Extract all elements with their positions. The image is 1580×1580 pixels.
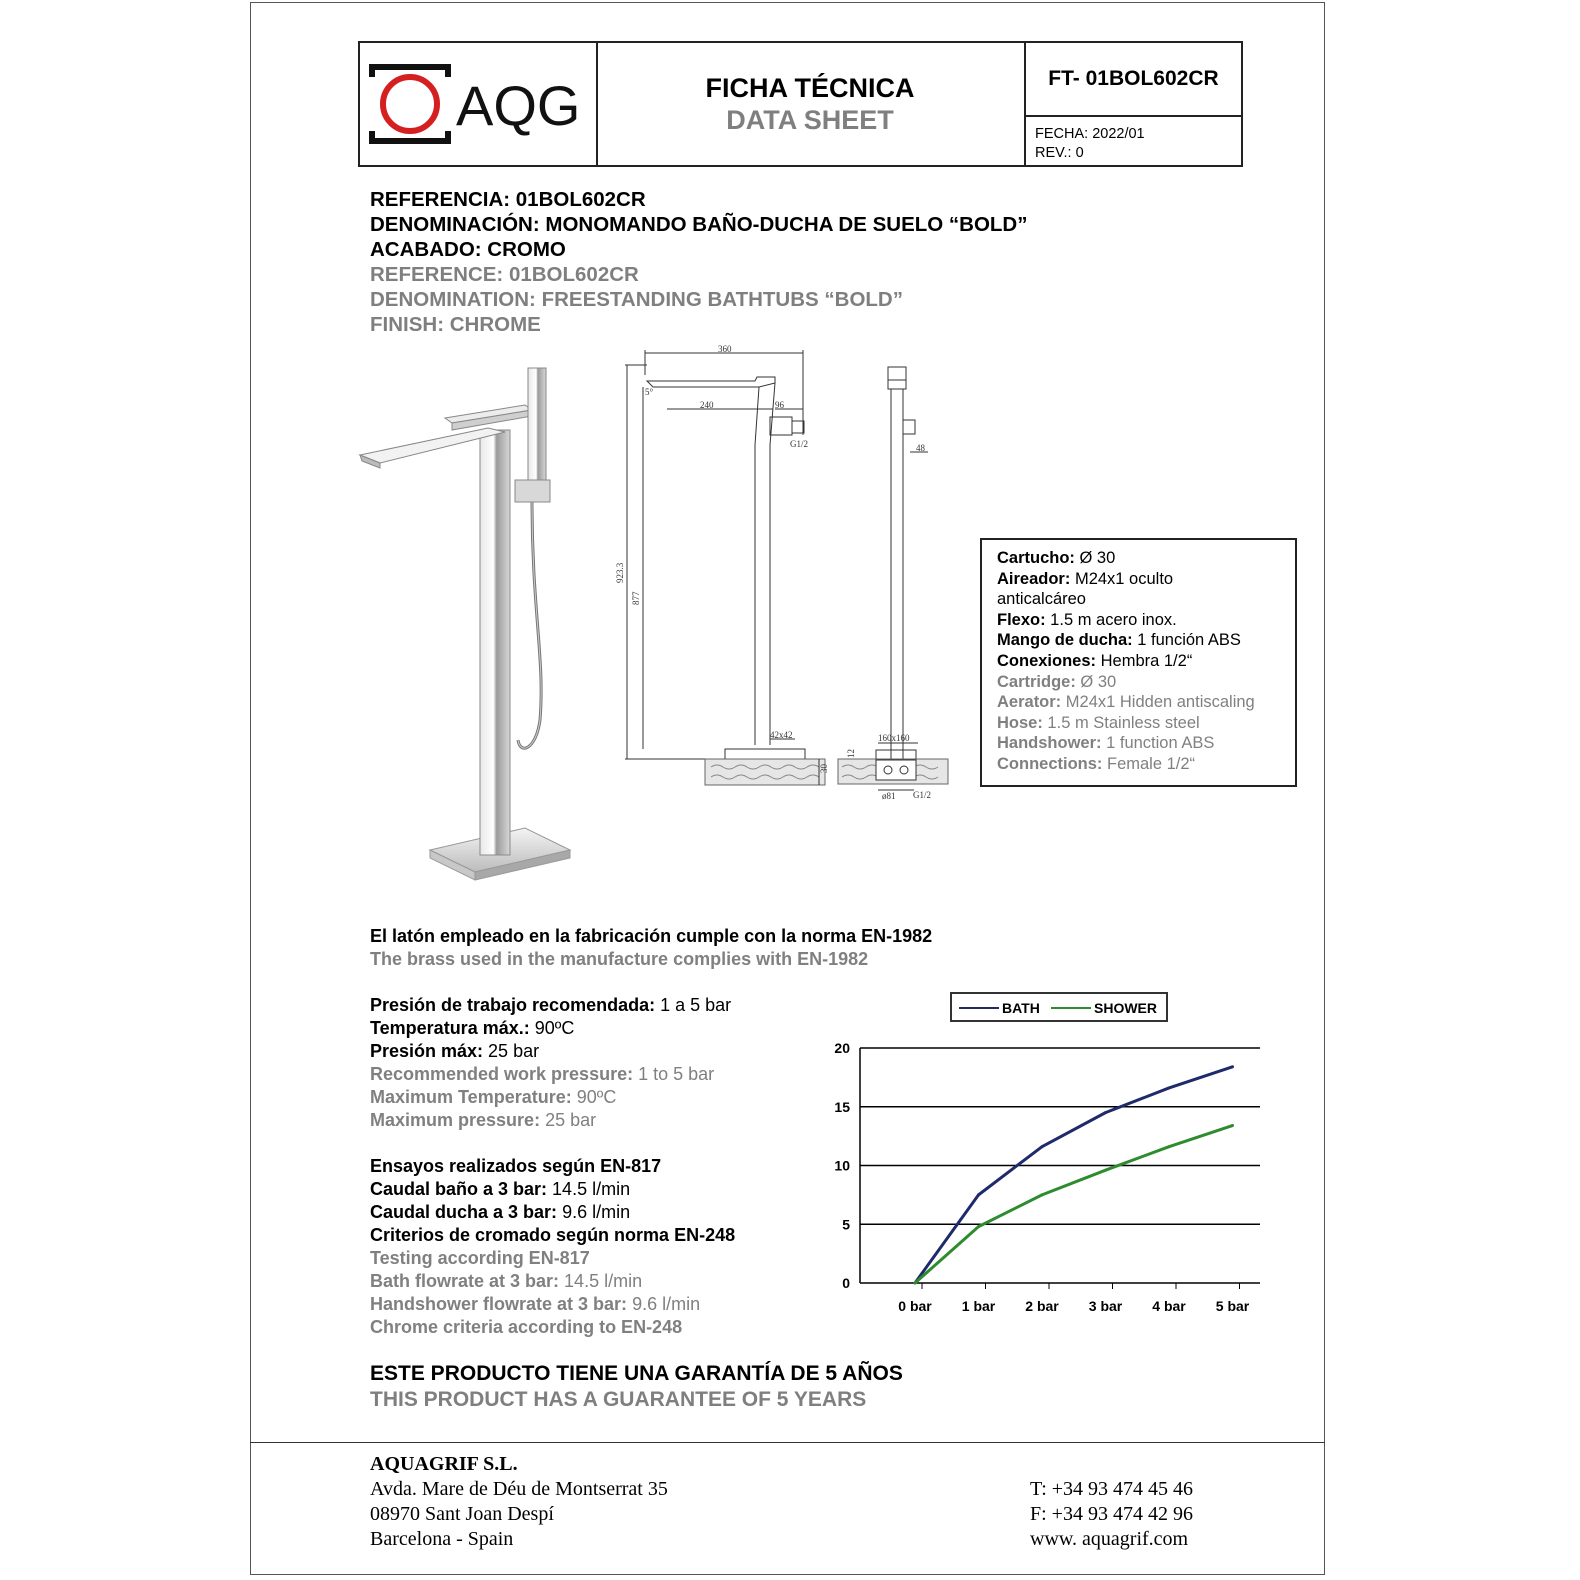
document-code: FT- 01BOL602CR xyxy=(1026,43,1241,117)
specbox-value: 1 function ABS xyxy=(1101,734,1215,753)
tests-label: Testing according EN-817 xyxy=(370,1248,590,1268)
phone-number: T: +34 93 474 45 46 xyxy=(1030,1478,1194,1500)
dim-width-total: 360 xyxy=(718,344,732,354)
specbox-label: Handshower: xyxy=(997,734,1102,753)
legend-bath-label: BATH xyxy=(1002,1000,1040,1016)
specbox-label: Flexo: xyxy=(997,610,1046,629)
props-value: 90ºC xyxy=(571,1087,617,1107)
props-label: Maximum Temperature: xyxy=(370,1087,572,1107)
data-point-bath xyxy=(1168,1086,1171,1089)
x-tick-label: 3 bar xyxy=(1088,1298,1123,1314)
brass-note-en: The brass used in the manufacture complies with EN-1982 xyxy=(370,949,869,969)
company-name: AQUAGRIF S.L. xyxy=(370,1453,518,1475)
specbox-label: Aireador: xyxy=(997,569,1071,588)
tests-value: 9.6 l/min xyxy=(557,1202,631,1222)
denomination-en: DENOMINATION: FREESTANDING BATHTUBS “BOLD” xyxy=(370,288,903,311)
specbox-row xyxy=(997,754,1295,775)
x-tick-label: 1 bar xyxy=(961,1298,996,1314)
x-tick-label: 4 bar xyxy=(1152,1298,1186,1314)
dim-height-total: 923.3 xyxy=(615,562,625,583)
dim-connection: G1/2 xyxy=(790,439,808,449)
props-value: 1 a 5 bar xyxy=(655,995,732,1015)
specbox-value: 1 función ABS xyxy=(1132,631,1241,650)
denomination-es: DENOMINACIÓN: MONOMANDO BAÑO-DUCHA DE SUELO “BOLD” xyxy=(370,213,1028,236)
specifications-box xyxy=(980,538,1297,787)
footer-divider xyxy=(250,1442,1325,1443)
props-value: 25 bar xyxy=(540,1110,597,1130)
specbox-label: Cartridge: xyxy=(997,672,1076,691)
tests-value: 14.5 l/min xyxy=(547,1179,631,1199)
dim-diameter: ø81 xyxy=(882,791,896,801)
props-row xyxy=(370,1063,731,1086)
tests-label: Chrome criteria according to EN-248 xyxy=(370,1317,683,1337)
tests-label: Handshower flowrate at 3 bar: xyxy=(370,1294,628,1314)
product-reference xyxy=(370,187,1028,337)
y-tick-label: 15 xyxy=(834,1098,850,1115)
tests-value: 9.6 l/min xyxy=(627,1294,701,1314)
specbox-value: Female 1/2“ xyxy=(1102,754,1196,773)
props-label: Recommended work pressure: xyxy=(370,1064,634,1084)
brass-note xyxy=(370,925,932,971)
doc-date: FECHA: 2022/01 xyxy=(1035,126,1145,142)
props-row xyxy=(370,994,731,1017)
reference-es: REFERENCIA: 01BOL602CR xyxy=(370,188,646,211)
specbox-row xyxy=(997,672,1295,693)
doc-revision: REV.: 0 xyxy=(1035,145,1084,161)
x-tick-label: 5 bar xyxy=(1215,1298,1250,1314)
props-label: Temperatura máx.: xyxy=(370,1018,530,1038)
props-row xyxy=(370,1040,731,1063)
brass-note-es: El latón empleado en la fabricación cumple con la norma EN-1982 xyxy=(370,926,933,946)
tests-row xyxy=(370,1155,735,1178)
tests-row xyxy=(370,1247,735,1270)
dim-angle: 5° xyxy=(645,387,654,397)
front-technical-drawing xyxy=(615,344,835,815)
specbox-label: Mango de ducha: xyxy=(997,631,1133,650)
dim-side-offset: 48 xyxy=(916,443,925,453)
tests-label: Criterios de cromado según norma EN-248 xyxy=(370,1225,736,1245)
tests-value: 14.5 l/min xyxy=(559,1271,643,1291)
product-image xyxy=(360,360,600,910)
tests-label: Caudal ducha a 3 bar: xyxy=(370,1202,558,1222)
address-line-2: 08970 Sant Joan Despí xyxy=(370,1503,554,1525)
props-label: Presión máx: xyxy=(370,1041,484,1061)
footer-address xyxy=(370,1452,668,1552)
y-tick-label: 20 xyxy=(834,1040,850,1056)
props-value: 25 bar xyxy=(483,1041,540,1061)
specbox-value: Hembra 1/2“ xyxy=(1096,651,1193,670)
working-properties xyxy=(370,994,731,1132)
specbox-row xyxy=(997,692,1295,713)
title-es: FICHA TÉCNICA xyxy=(705,73,915,103)
specbox-row xyxy=(997,610,1295,631)
test-results xyxy=(370,1155,735,1339)
dim-connection-side: G1/2 xyxy=(913,790,931,800)
footer-contact xyxy=(1030,1477,1193,1552)
dim-floor: 30 xyxy=(819,764,829,773)
title-cell xyxy=(596,43,1026,165)
data-point-shower xyxy=(1041,1193,1044,1196)
data-point-shower xyxy=(914,1282,917,1285)
specbox-row xyxy=(997,589,1295,610)
specbox-row xyxy=(997,630,1295,651)
props-label: Presión de trabajo recomendada: xyxy=(370,995,656,1015)
tests-row xyxy=(370,1293,735,1316)
address-line-3: Barcelona - Spain xyxy=(370,1528,514,1550)
data-point-shower xyxy=(977,1225,980,1228)
header-table xyxy=(358,41,1243,167)
data-point-bath xyxy=(977,1193,980,1196)
series-line-bath xyxy=(915,1067,1233,1283)
specbox-row xyxy=(997,569,1295,590)
specbox-value: Ø 30 xyxy=(1074,549,1116,567)
title-en: DATA SHEET xyxy=(726,105,894,135)
legend-shower-line xyxy=(1051,1007,1091,1009)
data-point-bath xyxy=(1104,1111,1107,1114)
y-tick-label: 10 xyxy=(834,1157,850,1174)
specbox-label: Hose: xyxy=(997,713,1043,732)
fax-number: F: +34 93 474 42 96 xyxy=(1030,1503,1193,1525)
x-tick-label: 0 bar xyxy=(898,1298,932,1314)
dim-offset: 96 xyxy=(775,400,784,410)
tests-row xyxy=(370,1316,735,1339)
x-tick-label: 2 bar xyxy=(1025,1298,1059,1314)
tests-label: Ensayos realizados según EN-817 xyxy=(370,1156,662,1176)
legend-shower-label: SHOWER xyxy=(1094,1000,1157,1016)
props-value: 90ºC xyxy=(529,1018,575,1038)
brand-logo xyxy=(360,43,596,165)
tests-label: Bath flowrate at 3 bar: xyxy=(370,1271,560,1291)
guarantee-es: ESTE PRODUCTO TIENE UNA GARANTÍA DE 5 AÑOS xyxy=(370,1362,903,1385)
dim-base: 160x160 xyxy=(878,733,910,743)
code-cell xyxy=(1026,43,1241,165)
data-point-shower xyxy=(1168,1145,1171,1148)
dim-profile: 42x42 xyxy=(770,730,793,740)
dim-base-height: 12 xyxy=(846,749,856,758)
props-value: 1 to 5 bar xyxy=(633,1064,715,1084)
tests-row xyxy=(370,1201,735,1224)
specbox-row xyxy=(997,733,1295,754)
specbox-value: 1.5 m Stainless steel xyxy=(1042,713,1200,732)
doc-meta xyxy=(1026,117,1241,163)
specbox-value: Ø 30 xyxy=(1075,672,1117,691)
specbox-row xyxy=(997,651,1295,672)
chart-legend xyxy=(950,992,1168,1022)
data-point-shower xyxy=(1231,1124,1234,1127)
side-technical-drawing xyxy=(838,362,958,807)
specbox-label: Aerator: xyxy=(997,693,1062,712)
props-row xyxy=(370,1086,731,1109)
y-tick-label: 5 xyxy=(842,1216,850,1233)
props-row xyxy=(370,1017,731,1040)
specbox-value: M24x1 Hidden antiscaling xyxy=(1061,693,1255,712)
data-point-bath xyxy=(1041,1145,1044,1148)
specbox-value: M24x1 oculto xyxy=(1070,569,1174,588)
guarantee-note xyxy=(370,1361,903,1413)
specbox-value: anticalcáreo xyxy=(997,590,1086,609)
props-label: Maximum pressure: xyxy=(370,1110,541,1130)
series-line-shower xyxy=(915,1126,1233,1283)
specbox-label: Conexiones: xyxy=(997,651,1097,670)
tests-row xyxy=(370,1270,735,1293)
tests-row xyxy=(370,1178,735,1201)
brand-name: AQG xyxy=(456,74,581,137)
specbox-row xyxy=(997,713,1295,734)
dim-height-body: 877 xyxy=(631,591,641,605)
website-link[interactable]: www. aquagrif.com xyxy=(1030,1528,1189,1550)
data-point-shower xyxy=(1104,1169,1107,1172)
guarantee-en: THIS PRODUCT HAS A GUARANTEE OF 5 YEARS xyxy=(370,1388,867,1411)
data-point-bath xyxy=(1231,1065,1234,1068)
flow-chart xyxy=(834,1040,1260,1330)
finish-es: ACABADO: CROMO xyxy=(370,238,566,261)
props-row xyxy=(370,1109,731,1132)
specbox-row xyxy=(997,548,1295,569)
dim-reach: 240 xyxy=(700,400,714,410)
tests-row xyxy=(370,1224,735,1247)
tests-label: Caudal baño a 3 bar: xyxy=(370,1179,548,1199)
reference-en: REFERENCE: 01BOL602CR xyxy=(370,263,639,286)
legend-bath-line xyxy=(959,1007,999,1009)
y-tick-label: 0 xyxy=(842,1275,850,1291)
finish-en: FINISH: CHROME xyxy=(370,313,541,336)
specbox-value: 1.5 m acero inox. xyxy=(1045,610,1177,629)
specbox-label: Connections: xyxy=(997,754,1103,773)
logo-cell xyxy=(360,43,598,165)
address-line-1: Avda. Mare de Déu de Montserrat 35 xyxy=(370,1478,668,1500)
specbox-label: Cartucho: xyxy=(997,549,1075,567)
